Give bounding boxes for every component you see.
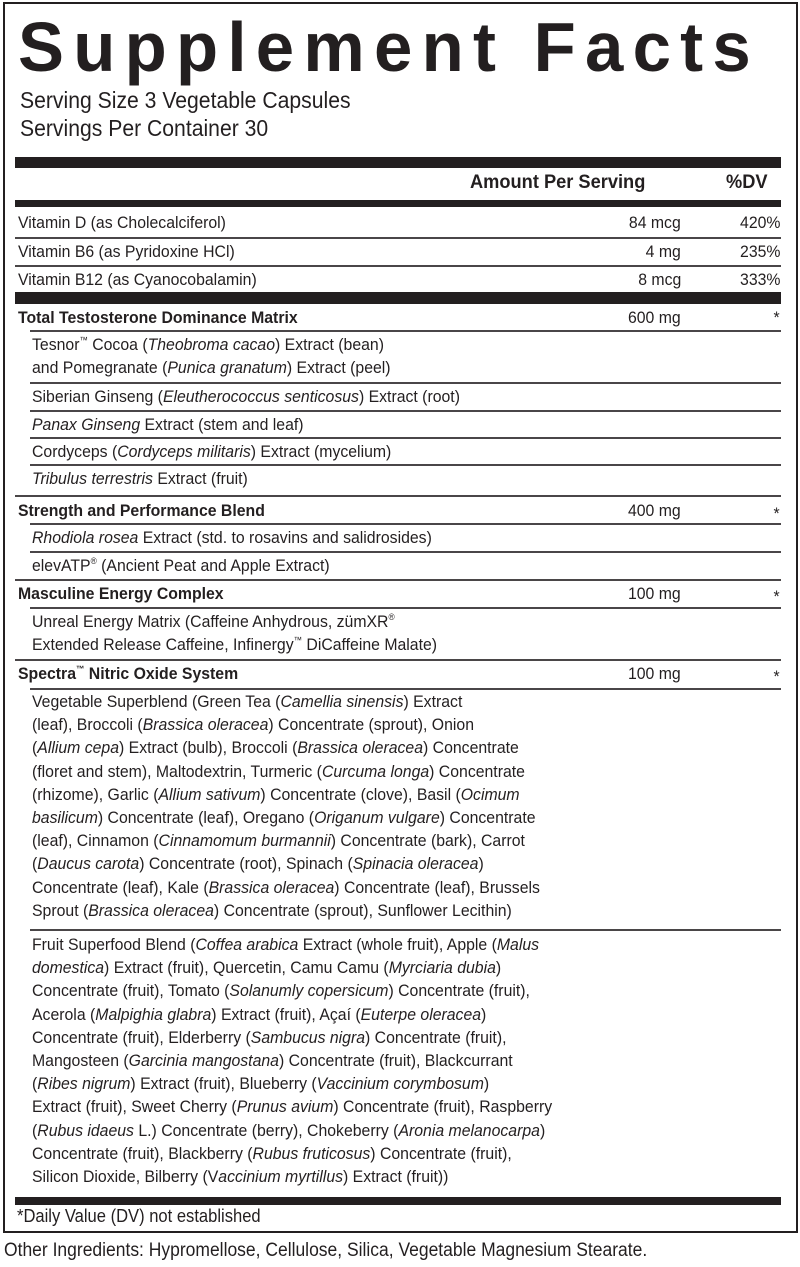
blend-name: Strength and Performance Blend (18, 501, 265, 520)
sub-divider (30, 607, 781, 609)
nutrient-dv: 235% (739, 242, 780, 261)
row-divider (15, 265, 781, 267)
row-divider (15, 237, 781, 239)
sub-divider (30, 929, 781, 931)
row-divider (15, 495, 781, 497)
blend-amount: 100 mg (628, 584, 681, 603)
blend-amount: 600 mg (628, 308, 681, 327)
nutrient-dv: 333% (739, 270, 780, 289)
blend-amount: 400 mg (628, 501, 681, 520)
blend-dv: * (773, 504, 780, 523)
ingredient-item: Unreal Energy Matrix (Caffeine Anhydrous, zümXR® Extended Release Caffeine, Infinergy™ DiCaffeine Malate) (32, 612, 438, 654)
row-divider (15, 579, 781, 581)
serving-size: Serving Size 3 Vegetable Capsules (20, 87, 351, 113)
nutrient-name: Vitamin D (as Cholecalciferol) (18, 213, 226, 232)
medium-rule (15, 200, 781, 207)
sub-divider (30, 523, 781, 525)
fruit-superfood-blend: Fruit Superfood Blend (Coffea arabica Extract (whole fruit), Apple (Malus domestica) Extract (fruit), Quercetin, Camu Camu (Myrciaria dubia) Concentrate (fruit), Tomato (Solanumly copersicum) Concentrate (fruit), Acerola (Malpighia glabra) Extract (fruit), Açaí (Euterpe oleracea) Concentrate (fruit), Elderberry (Sambucus nigra) Concentrate (fruit), Mangosteen (Garcinia mangostana) Concentrate (fruit), Blackcurrant (Ribes nigrum) Extract (fruit), Blueberry (Vaccinium corymbosum) Extract (fruit), Sweet Cherry (Prunus avium) Concentrate (fruit), Raspberry (Rubus idaeus L.) Concentrate (berry), Chokeberry (Aronia melanocarpa) Concentrate (fruit), Blackberry (Rubus fruticosus) Concentrate (fruit), Silicon Dioxide, Bilberry (Vaccinium myrtillus) Extract (fruit)) (32, 935, 553, 1187)
row-divider (15, 659, 781, 661)
nutrient-amount: 4 mg (645, 242, 681, 261)
label-title: Supplement Facts (18, 8, 760, 86)
amount-per-serving-header: Amount Per Serving (470, 172, 646, 193)
other-ingredients: Other Ingredients: Hypromellose, Cellulose, Silica, Vegetable Magnesium Stearate. (4, 1240, 648, 1261)
ingredient-item: Tribulus terrestris Extract (fruit) (32, 469, 248, 488)
ingredient-item: Siberian Ginseng (Eleutherococcus senticosus) Extract (root) (32, 387, 460, 406)
thick-rule (15, 292, 781, 304)
sub-divider (30, 410, 781, 412)
sub-divider (30, 437, 781, 439)
nutrient-name: Vitamin B12 (as Cyanocobalamin) (18, 270, 257, 289)
thick-rule (15, 157, 781, 168)
vegetable-superblend: Vegetable Superblend (Green Tea (Camellia sinensis) Extract (leaf), Broccoli (Brassica oleracea) Concentrate (sprout), Onion (Allium cepa) Extract (bulb), Broccoli (Brassica oleracea) Concentrate (floret and stem), Maltodextrin, Turmeric (Curcuma longa) Concentrate (rhizome), Garlic (Allium sativum) Concentrate (clove), Basil (Ocimum basilicum) Concentrate (leaf), Oregano (Origanum vulgare) Concentrate (leaf), Cinnamon (Cinnamomum burmannii) Concentrate (bark), Carrot (Daucus carota) Concentrate (root), Spinach (Spinacia oleracea) Concentrate (leaf), Kale (Brassica oleracea) Concentrate (leaf), Brussels Sprout (Brassica oleracea) Concentrate (sprout), Sunflower Lecithin) (32, 692, 540, 920)
blend-name: Total Testosterone Dominance Matrix (18, 308, 298, 327)
sub-divider (30, 330, 781, 332)
sub-divider (30, 382, 781, 384)
ingredient-item: Rhodiola rosea Extract (std. to rosavins and salidrosides) (32, 528, 432, 547)
dv-footnote: *Daily Value (DV) not established (17, 1206, 261, 1226)
blend-dv: * (773, 587, 780, 606)
nutrient-amount: 8 mcg (637, 270, 681, 289)
ingredient-item: Cordyceps (Cordyceps militaris) Extract (mycelium) (32, 442, 392, 461)
sub-divider (30, 464, 781, 466)
blend-amount: 100 mg (628, 664, 681, 683)
ingredient-item: elevATP® (Ancient Peat and Apple Extract) (32, 556, 330, 575)
ingredient-item: Panax Ginseng Extract (stem and leaf) (32, 415, 304, 434)
blend-dv: * (773, 667, 780, 686)
nutrient-amount: 84 mcg (629, 213, 681, 232)
sub-divider (30, 551, 781, 553)
ingredient-item: Tesnor™ Cocoa (Theobroma cacao) Extract (bean) and Pomegranate (Punica granatum) Extract (peel) (32, 335, 391, 377)
nutrient-dv: 420% (739, 213, 780, 232)
servings-per-container: Servings Per Container 30 (20, 115, 269, 141)
dv-header: %DV (726, 172, 768, 193)
blend-dv: * (773, 308, 780, 327)
blend-name: Masculine Energy Complex (18, 584, 224, 603)
nutrient-name: Vitamin B6 (as Pyridoxine HCl) (18, 242, 235, 261)
blend-name: Spectra™ Nitric Oxide System (18, 664, 239, 683)
